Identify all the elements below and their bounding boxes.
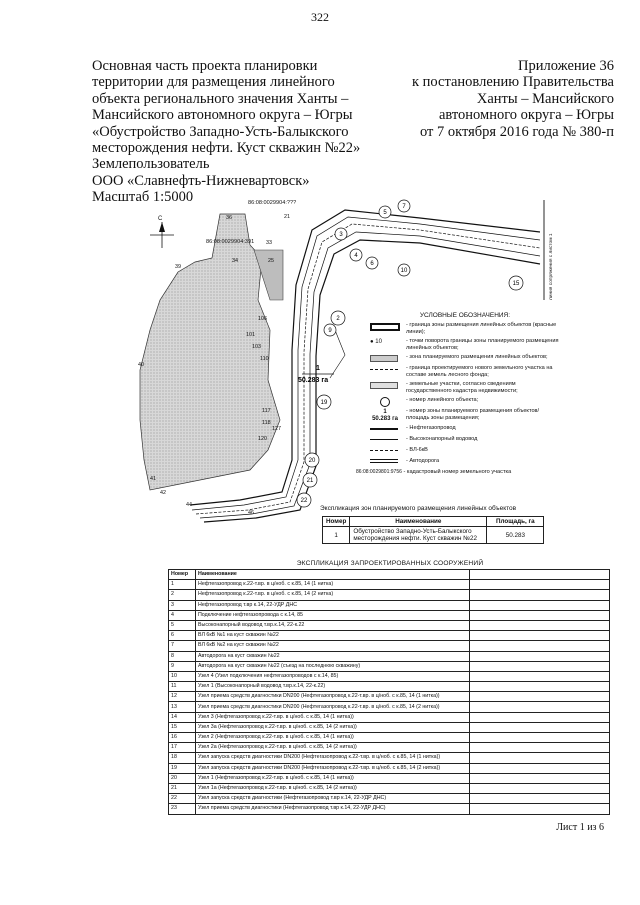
sheet-number: Лист 1 из 6	[556, 822, 604, 833]
table-row	[169, 743, 610, 753]
legend-item: - граница зоны размещения линейных объектов (красные линии);	[370, 322, 560, 336]
row-number: 16	[169, 733, 196, 743]
row-name: Нефтегазопровод т.вр к.14, 22-УДР ДНС	[196, 600, 470, 610]
row-name: Узел запуска средств диагностики (Нефтегазопровод т.вр к.14, 22-УДР ДНС)	[196, 794, 470, 804]
svg-text:103: 103	[252, 344, 261, 350]
scale-label: Масштаб 1:5000	[92, 189, 194, 206]
row-empty-cell	[470, 794, 610, 804]
row-name: Высоконапорный водовод т.вр.к.14, 22-к.22	[196, 620, 470, 630]
row-number: 22	[169, 794, 196, 804]
table-row	[169, 692, 610, 702]
row-empty-cell	[470, 773, 610, 783]
legend-item: - земельные участки, согласно сведениям государственного кадастра недвижимости;	[370, 381, 560, 395]
table-row	[169, 631, 610, 641]
table-header: Наименование	[196, 570, 470, 580]
table-row	[169, 763, 610, 773]
power-line-symbol	[370, 450, 398, 457]
table-row	[169, 804, 610, 814]
svg-text:33: 33	[266, 240, 272, 246]
row-number: 15	[169, 722, 196, 732]
svg-text:7: 7	[402, 204, 406, 210]
row-empty-cell	[470, 702, 610, 712]
land-user-label: Землепользователь	[92, 156, 210, 173]
row-empty-cell	[470, 610, 610, 620]
svg-text:39: 39	[175, 264, 181, 270]
row-name: Узел приема средств диагностики DN200 (Нефтегазопровод к.22-т.вр. в ц/ноб. с к.85, 14 (1 нитка))	[196, 692, 470, 702]
svg-text:44: 44	[186, 502, 192, 508]
row-number: 12	[169, 692, 196, 702]
appendix-line: к постановлению Правительства	[412, 74, 614, 91]
row-empty-cell	[470, 641, 610, 651]
title-line: Основная часть проекта планировки	[92, 58, 318, 74]
svg-text:5: 5	[383, 210, 387, 216]
svg-text:10: 10	[400, 268, 408, 274]
cadastral-sample: 86:08:0029801:9756	[356, 469, 402, 475]
table-header: Номер	[323, 517, 350, 527]
table-row	[169, 580, 610, 590]
legend-item: 86:08:0029801:9756 - кадастровый номер земельного участка	[356, 469, 512, 475]
row-empty-cell	[470, 651, 610, 661]
row-number: 17	[169, 743, 196, 753]
table-row	[169, 712, 610, 722]
svg-text:127: 127	[272, 426, 281, 432]
svg-text:22: 22	[300, 498, 308, 504]
page-number: 322	[311, 10, 329, 24]
point-symbol: ● 10	[370, 339, 382, 345]
structures-table-body	[169, 580, 610, 814]
svg-text:117: 117	[262, 408, 271, 414]
svg-text:3: 3	[339, 232, 343, 238]
land-user-name: ООО «Славнефть-Нижневартовск»	[92, 172, 310, 189]
row-name: Нефтегазопровод к.22-т.вр. в ц/ноб. с к.85, 14 (1 нитка)	[196, 580, 470, 590]
row-empty-cell	[470, 600, 610, 610]
svg-text:21: 21	[284, 214, 290, 220]
cadastral-symbol	[370, 382, 398, 389]
zone-number: 1	[316, 365, 320, 372]
svg-text:25: 25	[268, 258, 274, 264]
legend-item: - ВЛ-6кВ	[370, 447, 560, 456]
row-number: 13	[169, 702, 196, 712]
svg-text:15: 15	[512, 281, 520, 287]
zone-fill-symbol	[370, 355, 398, 362]
table-row	[169, 671, 610, 681]
row-name: Узел запуска средств диагностики DN200 (Нефтегазопровод к.22-т.вр. в ц/ноб. с к.85, 14 (1 нитка))	[196, 753, 470, 763]
legend-item: - Автодорога	[370, 458, 560, 467]
legend-item: - номер линейного объекта;	[370, 397, 560, 406]
table-row	[169, 600, 610, 610]
row-empty-cell	[470, 733, 610, 743]
row-number: 10	[169, 671, 196, 681]
pipeline-symbol	[370, 428, 398, 436]
row-number: 3	[169, 600, 196, 610]
legend-item: - граница проектируемого нового земельного участка на составе земель лесного фонда;	[370, 365, 560, 379]
row-name: Узел 2 (Нефтегазопровод к.22-т.вр. в ц/ноб. с к.85, 14 (1 нитка))	[196, 733, 470, 743]
svg-text:20: 20	[308, 458, 316, 464]
table-row	[169, 661, 610, 671]
zone-label-symbol: 1 50.283 га	[372, 409, 398, 422]
circle-number-symbol	[380, 397, 390, 407]
row-name: Подключение нефтегазопровода с к.14, 85	[196, 610, 470, 620]
svg-text:40: 40	[138, 362, 144, 368]
row-number: 4	[169, 610, 196, 620]
row-number: 6	[169, 631, 196, 641]
row-empty-cell	[470, 671, 610, 681]
row-number: 9	[169, 661, 196, 671]
row-number: 20	[169, 773, 196, 783]
table-row	[169, 733, 610, 743]
svg-text:42: 42	[160, 490, 166, 496]
structures-table	[168, 569, 610, 815]
row-empty-cell	[470, 712, 610, 722]
row-name: Узел приема средств диагностики DN200 (Нефтегазопровод к.22-т.вр. в ц/ноб. с к.85, 14 (2 нитка))	[196, 702, 470, 712]
row-empty-cell	[470, 692, 610, 702]
table-row	[169, 641, 610, 651]
legend-item: - Нефтегазопровод	[370, 425, 560, 434]
structures-explication-caption: ЭКСПЛИКАЦИЯ ЗАПРОЕКТИРОВАННЫХ СООРУЖЕНИЙ	[296, 560, 484, 567]
road-symbol	[370, 459, 398, 463]
row-number: 8	[169, 651, 196, 661]
row-name: ВЛ 6кВ №2 на куст скважин №22	[196, 641, 470, 651]
title-line: месторождения нефти. Куст скважин №22»	[92, 140, 361, 157]
cadastral-number-2: 86:08:0029904:???	[248, 200, 297, 206]
appendix-line: Ханты – Мансийского	[476, 90, 614, 107]
red-line-symbol	[370, 323, 400, 331]
row-name: Узел 3а (Нефтегазопровод к.22-т.вр. в ц/ноб. с к.85, 14 (2 нитка))	[196, 722, 470, 732]
table-header: Площадь, га	[487, 517, 544, 527]
table-row	[169, 590, 610, 600]
row-name: Узел 4 (Узел подключения нефтегазопроводов с к.14, 85)	[196, 671, 470, 681]
row-name: Узел 1а (Нефтегазопровод к.22-т.вр. в ц/ноб. с к.85, 14 (2 нитка))	[196, 783, 470, 793]
row-number: 23	[169, 804, 196, 814]
svg-text:34: 34	[232, 258, 238, 264]
row-empty-cell	[470, 580, 610, 590]
table-row	[169, 702, 610, 712]
row-number: 11	[169, 682, 196, 692]
svg-text:41: 41	[150, 476, 156, 482]
row-number: 1	[169, 580, 196, 590]
row-name: Узел 3 (Нефтегазопровод к.22-т.вр. в ц/ноб. с к.85, 14 (1 нитка))	[196, 712, 470, 722]
zones-table	[322, 516, 544, 544]
svg-text:2: 2	[336, 316, 340, 322]
row-number: 18	[169, 753, 196, 763]
row-number: 21	[169, 783, 196, 793]
row-empty-cell	[470, 722, 610, 732]
row-empty-cell	[470, 783, 610, 793]
row-name: Нефтегазопровод к.22-т.вр. в ц/ноб. с к.85, 14 (2 нитка)	[196, 590, 470, 600]
title-line: территории для размещения линейного	[92, 74, 335, 91]
table-row	[169, 682, 610, 692]
boundary-symbol	[370, 369, 398, 376]
row-name: Автодорога на куст скважин №22	[196, 651, 470, 661]
row-name: Узел 1 (Нефтегазопровод к.22-т.вр. в ц/ноб. с к.85, 14 (1 нитка))	[196, 773, 470, 783]
svg-text:110: 110	[260, 356, 269, 362]
svg-text:106: 106	[258, 316, 267, 322]
row-empty-cell	[470, 682, 610, 692]
svg-text:120: 120	[258, 436, 267, 442]
map-legend	[356, 312, 560, 480]
table-header: Номер	[169, 570, 196, 580]
table-row	[169, 783, 610, 793]
table-row	[169, 610, 610, 620]
row-number: 5	[169, 620, 196, 630]
row-name: Узел 2а (Нефтегазопровод к.22-т.вр. в ц/ноб. с к.85, 14 (2 нитка))	[196, 743, 470, 753]
row-empty-cell	[470, 763, 610, 773]
side-note: линия сопряжения с листом 1	[549, 233, 554, 300]
appendix-line: автономного округа – Югры	[438, 107, 614, 124]
row-number: 7	[169, 641, 196, 651]
svg-text:9: 9	[328, 328, 332, 334]
svg-text:101: 101	[246, 332, 255, 338]
title-line: объекта регионального значения Ханты –	[92, 90, 349, 107]
row-empty-cell	[470, 590, 610, 600]
svg-text:6: 6	[370, 261, 374, 267]
row-number: 2	[169, 590, 196, 600]
row-empty-cell	[470, 620, 610, 630]
row-empty-cell	[470, 753, 610, 763]
row-number: 14	[169, 712, 196, 722]
north-arrow-icon	[150, 216, 174, 248]
legend-item: - зона планируемого размещения линейных объектов;	[370, 354, 560, 363]
legend-item: 1 50.283 га - номер зоны планируемого размещения объектов/площадь зоны размещения;	[370, 408, 560, 423]
row-name: Автодорога на куст скважин №22 (съезд на последнюю скважину)	[196, 661, 470, 671]
row-name: Узел запуска средств диагностики DN200 (Нефтегазопровод к.22-т.вр. в ц/ноб. с к.85, 14 (2 нитка))	[196, 763, 470, 773]
zones-explication-caption: Экспликация зон планируемого размещения линейных объектов	[320, 505, 517, 512]
table-row	[169, 773, 610, 783]
table-row: 1 Обустройство Западно-Усть-Балыкского месторождения нефти. Куст скважин №22 50.283	[323, 527, 544, 544]
row-empty-cell	[470, 661, 610, 671]
svg-text:19: 19	[320, 400, 328, 406]
cadastral-number-1: 86:08:0029904:391	[206, 239, 255, 245]
row-name: ВЛ 6кВ №1 на куст скважин №22	[196, 631, 470, 641]
table-header: Наименование	[350, 517, 487, 527]
legend-title: УСЛОВНЫЕ ОБОЗНАЧЕНИЯ:	[419, 312, 511, 319]
row-name: Узел 1 (Высоконапорный водовод т.вр.к.14, 22-к.22)	[196, 682, 470, 692]
appendix-line: от 7 октября 2016 года № 380-п	[419, 123, 614, 140]
appendix-line: Приложение 36	[518, 58, 614, 74]
svg-text:118: 118	[262, 420, 271, 426]
row-empty-cell	[470, 743, 610, 753]
svg-text:21: 21	[306, 478, 314, 484]
table-row	[169, 620, 610, 630]
row-name: Узел приема средств диагностики (Нефтегазопровод т.вр к.14, 22-УДР ДНС)	[196, 804, 470, 814]
table-row	[169, 722, 610, 732]
table-row	[169, 753, 610, 763]
svg-text:С: С	[158, 216, 163, 222]
legend-item: ● 10 - точки поворота границы зоны планируемого размещения линейных объектов;	[370, 338, 559, 351]
row-empty-cell	[470, 631, 610, 641]
table-row	[169, 794, 610, 804]
row-empty-cell	[470, 804, 610, 814]
zone-area: 50.283 га	[298, 377, 329, 384]
water-line-symbol	[370, 439, 398, 446]
title-line: Мансийского автономного округа – Югры	[92, 107, 353, 124]
svg-text:36: 36	[226, 215, 232, 221]
row-number: 19	[169, 763, 196, 773]
svg-text:46: 46	[248, 510, 254, 516]
table-row	[169, 651, 610, 661]
svg-text:4: 4	[354, 253, 358, 259]
title-line: «Обустройство Западно-Усть-Балыкского	[92, 123, 349, 140]
legend-item: - Высоконапорный водовод	[370, 436, 560, 445]
